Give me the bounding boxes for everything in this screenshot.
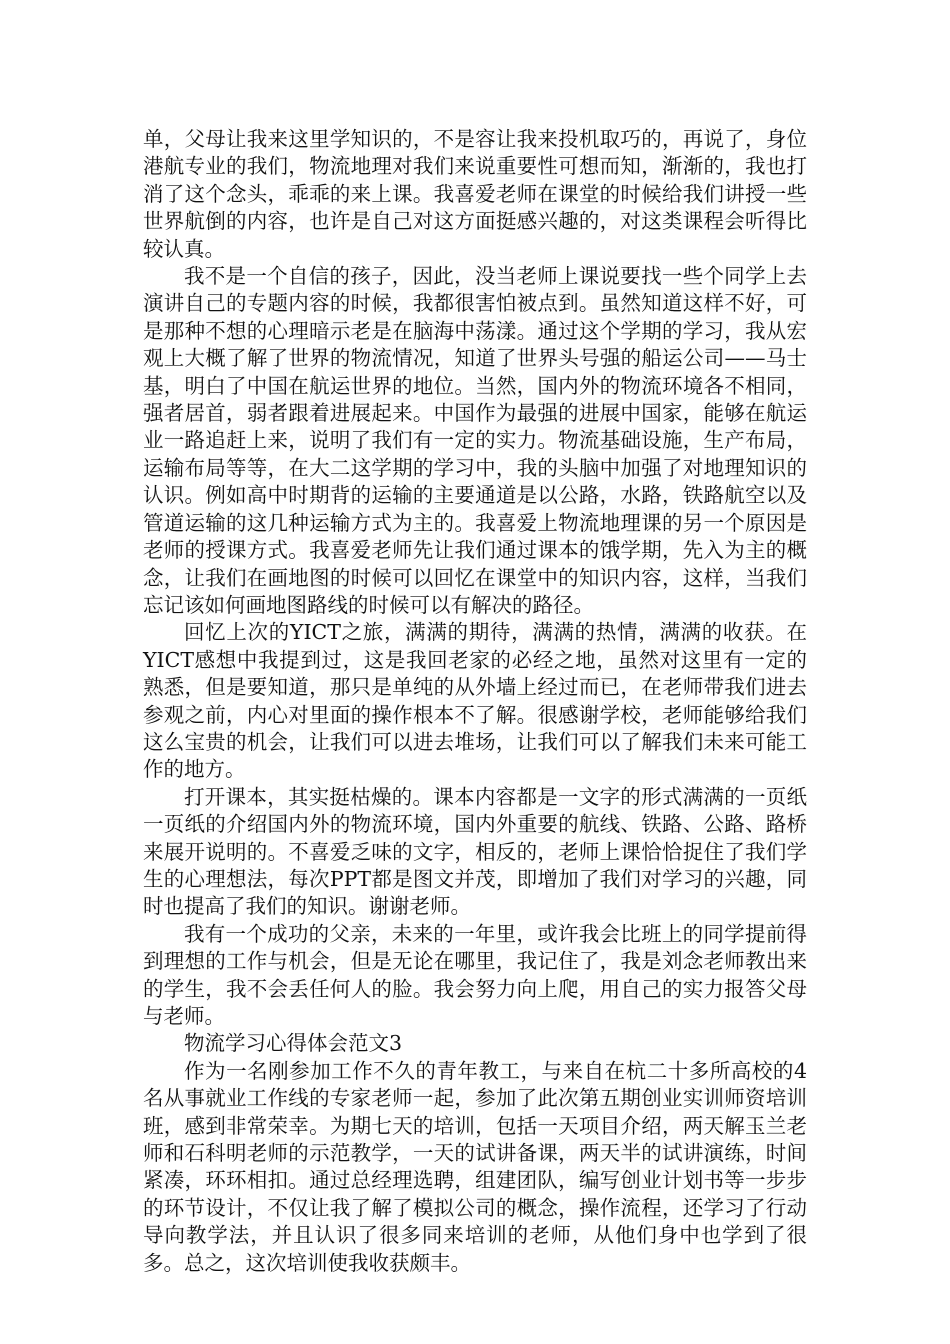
paragraph-2: 我不是一个自信的孩子，因此，没当老师上课说要找一些个同学上去演讲自己的专题内容的时候，我都很害怕被点到。虽然知道这样不好，可是那种不想的心理暗示老是在脑海中荡漾。通过这个学期的学习，我从宏观上大概了解了世界的物流情况，知道了世界头号强的船运公司——马士基，明白了中国在航运世界的地位。当然，国内外的物流环境各不相同，强者居首，弱者跟着进展起来。中国作为最强的进展中国家，能够在航运业一路追赶上来，说明了我们有一定的实力。物流基础设施，生产布局，运输布局等等，在大二这学期的学习中，我的头脑中加强了对地理知识的认识。例如高中时期背的运输的主要通道是以公路，水路，铁路航空以及管道运输的这几种运输方式为主的。我喜爱上物流地理课的另一个原因是老师的授课方式。我喜爱老师先让我们通过课本的饿学期，先入为主的概念，让我们在画地图的时候可以回忆在课堂中的知识内容，这样，当我们忘记该如何画地图路线的时候可以有解决的路径。 (143, 264, 807, 617)
paragraph-4: 打开课本，其实挺枯燥的。课本内容都是一文字的形式满满的一页纸一页纸的介绍国内外的物流环境，国内外重要的航线、铁路、公路、路桥来展开说明的。不喜爱乏味的文字，相反的，老师上课恰恰捉住了我们学生的心理想法，每次PPT都是图文并茂，即增加了我们对学习的兴趣，同时也提高了我们的知识。谢谢老师。 (143, 784, 807, 919)
paragraph-3: 回忆上次的YICT之旅，满满的期待，满满的热情，满满的收获。在YICT感想中我提到过，这是我回老家的必经之地，虽然对这里有一定的熟悉，但是要知道，那只是单纯的从外墙上经过而已，在老师带我们进去参观之前，内心对里面的操作根本不了解。很感谢学校，老师能够给我们这么宝贵的机会，让我们可以进去堆场，让我们可以了解我们未来可能工作的地方。 (143, 620, 807, 782)
paragraph-5: 我有一个成功的父亲，未来的一年里，或许我会比班上的同学提前得到理想的工作与机会，但是无论在哪里，我记住了，我是刘念老师教出来的学生，我不会丢任何人的脸。我会努力向上爬，用自己的实力报答父母与老师。 (143, 921, 807, 1028)
document-body (143, 126, 807, 1277)
paragraph-7: 作为一名刚参加工作不久的青年教工，与来自在杭二十多所高校的4名从事就业工作线的专家老师一起，参加了此次第五期创业实训师资培训班，感到非常荣幸。为期七天的培训，包括一天项目介绍，两天解玉兰老师和石科明老师的示范教学，一天的试讲备课，两天半的试讲演练，时间紧凑，环环相扣。通过总经理选聘，组建团队，编写创业计划书等一步步的环节设计，不仅让我了解了模拟公司的概念，操作流程，还学习了行动导向教学法，并且认识了很多同来培训的老师，从他们身中也学到了很多。总之，这次培训使我收获颇丰。 (143, 1058, 807, 1275)
section-heading: 物流学习心得体会范文3 (184, 1031, 403, 1056)
paragraph-1: 单，父母让我来这里学知识的，不是容让我来投机取巧的，再说了，身位港航专业的我们，物流地理对我们来说重要性可想而知，渐渐的，我也打消了这个念头，乖乖的来上课。我喜爱老师在课堂的时候给我们讲授一些世界航倒的内容，也许是自己对这方面挺感兴趣的，对这类课程会听得比较认真。 (143, 127, 807, 261)
